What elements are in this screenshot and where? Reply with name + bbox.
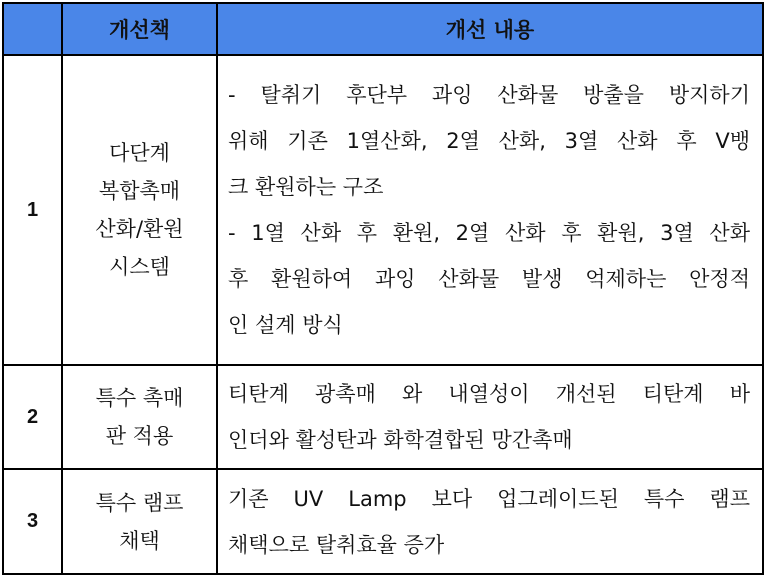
description-line: 크 환원하는 구조 (228, 175, 384, 199)
table-header-row (4, 4, 762, 56)
measure-name (63, 366, 218, 468)
description-line: 티탄계 광촉매 와 내열성이 개선된 티탄계 바 (228, 382, 750, 406)
measure-name-line: 특수 램프 (95, 490, 184, 515)
table-row-3 (4, 470, 762, 573)
measure-name-line: 시스템 (109, 255, 170, 279)
description-line: 기존 UV Lamp 보다 업그레이드된 특수 램프 (228, 486, 750, 511)
description-line: 인더와 활성탄과 화학결합된 망간촉매 (228, 428, 573, 452)
measure-name-line: 특수 촉매 (95, 386, 184, 410)
header-measure-cell: 개선책 (63, 4, 218, 54)
improvement-description (218, 56, 762, 364)
improvement-description (218, 470, 762, 573)
row-number: 2 (4, 366, 63, 468)
description-line: 채택으로 탈취효율 증가 (228, 532, 445, 557)
description-line: 위해 기존 1열산화, 2열 산화, 3열 산화 후 V뱅 (228, 129, 750, 153)
description-line: - 1열 산화 후 환원, 2열 산화 후 환원, 3열 산화 (228, 221, 750, 245)
measure-name (63, 470, 218, 573)
measure-name-line: 다단계 (109, 141, 170, 165)
measure-name-line: 복합촉매 (98, 179, 181, 203)
header-number-cell (4, 4, 63, 54)
measure-name (63, 56, 218, 364)
description-line: 인 설계 방식 (228, 313, 343, 337)
header-content-cell: 개선 내용 (445, 18, 535, 42)
measure-name-line: 채택 (119, 528, 160, 553)
table-row-1 (4, 56, 762, 366)
improvement-description (218, 366, 762, 468)
measure-name-line: 산화/환원 (95, 217, 184, 241)
improvement-table (2, 2, 764, 575)
table-row-2 (4, 366, 762, 470)
description-line: - 탈취기 후단부 과잉 산화물 방출을 방지하기 (228, 83, 750, 107)
row-number: 3 (4, 470, 63, 573)
description-line: 후 환원하여 과잉 산화물 발생 억제하는 안정적 (228, 267, 750, 291)
row-number: 1 (4, 56, 63, 364)
measure-name-line: 판 적용 (105, 424, 174, 448)
